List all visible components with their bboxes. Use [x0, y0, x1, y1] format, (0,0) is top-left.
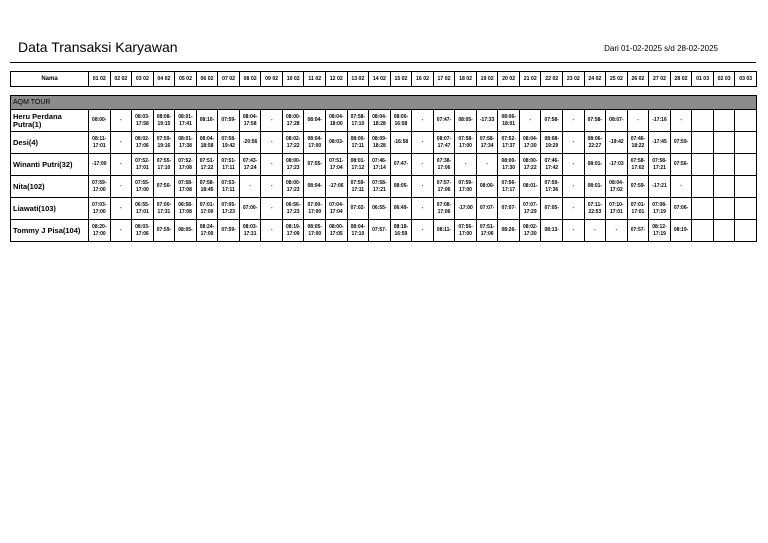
- attendance-cell: 07:58- 17:10: [347, 110, 369, 132]
- employee-name: Tommy J Pisa(104): [11, 220, 89, 242]
- attendance-cell: 08:02- 17:22: [282, 132, 304, 154]
- attendance-cell: 08:01-: [584, 154, 606, 176]
- table-row: [11, 154, 757, 176]
- attendance-cell: 07:04- 17:04: [326, 198, 348, 220]
- attendance-cell: 07:57- 17:06: [433, 176, 455, 198]
- attendance-cell: 08:08- 19:15: [153, 110, 175, 132]
- attendance-cell: 08:04- 18:00: [326, 110, 348, 132]
- attendance-cell: 07:46- 17:42: [541, 154, 563, 176]
- attendance-cell: -: [563, 132, 585, 154]
- attendance-cell: 08:02- 17:06: [132, 132, 154, 154]
- attendance-cell: 07:08- 17:06: [433, 198, 455, 220]
- employee-name: Liawati(103): [11, 198, 89, 220]
- attendance-cell: 08:11- 17:01: [89, 132, 111, 154]
- attendance-cell: -17:03: [606, 154, 628, 176]
- header-divider: [10, 62, 756, 63]
- attendance-cell: -16:58: [390, 132, 412, 154]
- attendance-cell: 08:06- 22:27: [584, 132, 606, 154]
- attendance-cell: 08:04- 17:58: [239, 110, 261, 132]
- attendance-cell: [735, 110, 757, 132]
- attendance-cell: -: [519, 110, 541, 132]
- attendance-cell: 08:03- 17:31: [239, 220, 261, 242]
- attendance-cell: 07:07-: [498, 198, 520, 220]
- column-header-date: 14 02: [369, 72, 391, 87]
- attendance-cell: 08:05-: [455, 110, 477, 132]
- attendance-cell: -: [261, 176, 283, 198]
- attendance-cell: 07:53- 17:11: [218, 176, 240, 198]
- attendance-cell: -: [110, 198, 132, 220]
- attendance-cell: 07:52- 17:08: [175, 154, 197, 176]
- attendance-cell: 08:10-: [196, 110, 218, 132]
- attendance-cell: 07:51- 17:04: [326, 154, 348, 176]
- attendance-cell: 07:08- 17:19: [649, 198, 671, 220]
- attendance-cell: 08:04- 17:30: [519, 132, 541, 154]
- attendance-cell: [692, 154, 714, 176]
- column-header-date: 02 02: [110, 72, 132, 87]
- attendance-cell: 08:03- 17:58: [132, 110, 154, 132]
- attendance-cell: 08:19-: [670, 220, 692, 242]
- attendance-cell: -20:56: [239, 132, 261, 154]
- attendance-cell: -17:00: [89, 154, 111, 176]
- attendance-cell: 08:04-: [304, 176, 326, 198]
- attendance-cell: -: [110, 220, 132, 242]
- attendance-cell: 07:05- 17:23: [218, 198, 240, 220]
- employee-name: Nita(102): [11, 176, 89, 198]
- attendance-cell: -17:21: [649, 176, 671, 198]
- attendance-cell: 07:58-: [584, 110, 606, 132]
- attendance-cell: 08:05-: [175, 220, 197, 242]
- attendance-cell: 07:07-: [476, 198, 498, 220]
- attendance-cell: -: [476, 154, 498, 176]
- attendance-cell: 06:56- 17:23: [282, 198, 304, 220]
- attendance-cell: 07:59- 17:36: [541, 176, 563, 198]
- attendance-cell: 08:07-: [606, 110, 628, 132]
- column-header-date: 01 03: [692, 72, 714, 87]
- column-header-date: 10 02: [282, 72, 304, 87]
- table-row: [11, 110, 757, 132]
- attendance-cell: 07:51- 17:11: [218, 154, 240, 176]
- attendance-cell: 08:04- 17:00: [304, 132, 326, 154]
- attendance-cell: -: [110, 154, 132, 176]
- attendance-cell: 08:00- 17:11: [347, 132, 369, 154]
- column-header-date: 04 02: [153, 72, 175, 87]
- column-header-date: 13 02: [347, 72, 369, 87]
- column-header-date: 03 03: [735, 72, 757, 87]
- attendance-cell: -: [563, 220, 585, 242]
- attendance-cell: 08:18- 16:59: [390, 220, 412, 242]
- group-label: AQM TOUR: [11, 96, 757, 110]
- attendance-cell: 08:00- 17:05: [326, 220, 348, 242]
- attendance-cell: 08:11-: [433, 220, 455, 242]
- attendance-cell: -: [412, 154, 434, 176]
- attendance-cell: 06:58- 17:08: [175, 198, 197, 220]
- attendance-cell: [692, 198, 714, 220]
- attendance-cell: 07:00- 17:31: [153, 198, 175, 220]
- attendance-cell: [692, 220, 714, 242]
- column-header-date: 01 02: [89, 72, 111, 87]
- attendance-cell: [735, 176, 757, 198]
- attendance-cell: -: [563, 154, 585, 176]
- attendance-cell: 08:00- 17:22: [519, 154, 541, 176]
- attendance-cell: -19:42: [606, 132, 628, 154]
- attendance-cell: -: [412, 198, 434, 220]
- attendance-cell: 08:06- 18:01: [498, 110, 520, 132]
- attendance-cell: 07:56-: [670, 154, 692, 176]
- group-row: [11, 96, 757, 110]
- attendance-cell: 07:01- 17:01: [627, 198, 649, 220]
- attendance-cell: 07:58- 18:45: [196, 176, 218, 198]
- report-title: Data Transaksi Karyawan: [18, 39, 178, 55]
- attendance-cell: 07:59- 17:00: [455, 176, 477, 198]
- attendance-cell: 07:52- 17:01: [132, 154, 154, 176]
- attendance-cell: -: [110, 132, 132, 154]
- attendance-cell: [735, 132, 757, 154]
- attendance-cell: 07:58- 17:00: [455, 132, 477, 154]
- table-spacer: [11, 87, 757, 96]
- attendance-cell: 07:50-: [153, 176, 175, 198]
- column-header-date: 19 02: [476, 72, 498, 87]
- attendance-cell: 07:55- 17:00: [132, 176, 154, 198]
- attendance-cell: 08:00-: [476, 176, 498, 198]
- attendance-cell: 07:59- 17:00: [89, 176, 111, 198]
- attendance-cell: -17:06: [326, 176, 348, 198]
- attendance-cell: 08:26-: [498, 220, 520, 242]
- column-header-date: 03 02: [132, 72, 154, 87]
- attendance-cell: -: [563, 198, 585, 220]
- attendance-cell: 08:00- 17:23: [282, 154, 304, 176]
- attendance-cell: [713, 110, 735, 132]
- attendance-cell: 07:56- 17:17: [498, 176, 520, 198]
- attendance-table: [10, 71, 757, 242]
- attendance-cell: 08:01- 17:41: [175, 110, 197, 132]
- attendance-cell: -17:16: [649, 110, 671, 132]
- table-row: [11, 132, 757, 154]
- column-header-name: Nama: [11, 72, 89, 87]
- attendance-cell: 07:58-: [541, 110, 563, 132]
- attendance-cell: 07:06-: [670, 198, 692, 220]
- attendance-cell: -17:45: [649, 132, 671, 154]
- attendance-cell: 08:00- 17:28: [282, 110, 304, 132]
- attendance-cell: 06:55-: [369, 198, 391, 220]
- attendance-cell: 07:59- 17:11: [347, 176, 369, 198]
- attendance-cell: 08:04-: [304, 110, 326, 132]
- attendance-cell: 08:01- 17:38: [175, 132, 197, 154]
- attendance-cell: 07:56- 17:00: [455, 220, 477, 242]
- attendance-cell: 08:20- 17:00: [89, 220, 111, 242]
- report-date-range: Dari 01-02-2025 s/d 28-02-2025: [604, 44, 718, 53]
- attendance-cell: 08:02- 17:30: [519, 220, 541, 242]
- table-row: [11, 198, 757, 220]
- attendance-cell: 07:11- 22:53: [584, 198, 606, 220]
- attendance-cell: -: [261, 220, 283, 242]
- attendance-cell: 07:38- 17:06: [433, 154, 455, 176]
- column-header-date: 21 02: [519, 72, 541, 87]
- employee-name: Winanti Putri(32): [11, 154, 89, 176]
- attendance-cell: -: [261, 154, 283, 176]
- attendance-cell: 08:03- 17:06: [132, 220, 154, 242]
- attendance-cell: [735, 154, 757, 176]
- column-header-date: 07 02: [218, 72, 240, 87]
- employee-name: Desi(4): [11, 132, 89, 154]
- attendance-cell: 08:08- 19:29: [541, 132, 563, 154]
- column-header-date: 08 02: [239, 72, 261, 87]
- attendance-cell: 07:59-: [670, 132, 692, 154]
- table-row: [11, 176, 757, 198]
- column-header-date: 23 02: [563, 72, 585, 87]
- attendance-cell: 07:58- 17:21: [369, 176, 391, 198]
- attendance-cell: -: [584, 220, 606, 242]
- attendance-cell: 08:13-: [541, 220, 563, 242]
- attendance-cell: 07:59-: [218, 110, 240, 132]
- column-header-date: 05 02: [175, 72, 197, 87]
- attendance-cell: -: [670, 176, 692, 198]
- column-header-date: 27 02: [649, 72, 671, 87]
- attendance-cell: 07:10- 17:01: [606, 198, 628, 220]
- attendance-cell: [713, 220, 735, 242]
- attendance-cell: 07:58- 17:08: [175, 176, 197, 198]
- attendance-cell: [713, 132, 735, 154]
- column-header-date: 22 02: [541, 72, 563, 87]
- attendance-cell: [713, 176, 735, 198]
- attendance-cell: 08:07- 17:47: [433, 132, 455, 154]
- attendance-cell: 08:05- 17:00: [304, 220, 326, 242]
- attendance-cell: -: [412, 110, 434, 132]
- attendance-cell: -: [412, 176, 434, 198]
- attendance-cell: 07:55-: [304, 154, 326, 176]
- column-header-date: 12 02: [326, 72, 348, 87]
- attendance-cell: 08:12- 17:19: [649, 220, 671, 242]
- attendance-cell: 08:01- 17:12: [347, 154, 369, 176]
- column-header-date: 11 02: [304, 72, 326, 87]
- attendance-cell: 08:04- 17:02: [606, 176, 628, 198]
- attendance-cell: 07:58- 19:42: [218, 132, 240, 154]
- attendance-cell: 07:02-: [347, 198, 369, 220]
- attendance-cell: 08:04- 17:10: [347, 220, 369, 242]
- attendance-cell: 08:00- 17:23: [282, 176, 304, 198]
- attendance-cell: 08:24- 17:00: [196, 220, 218, 242]
- attendance-cell: 07:00-: [239, 198, 261, 220]
- attendance-cell: 07:51- 17:06: [476, 220, 498, 242]
- attendance-cell: 07:58- 17:34: [476, 132, 498, 154]
- column-header-date: 20 02: [498, 72, 520, 87]
- attendance-cell: 07:58- 17:21: [649, 154, 671, 176]
- attendance-cell: 07:59- 19:16: [153, 132, 175, 154]
- attendance-cell: 07:01- 17:00: [196, 198, 218, 220]
- attendance-cell: 08:09- 18:28: [369, 132, 391, 154]
- attendance-cell: -: [563, 110, 585, 132]
- column-header-date: 26 02: [627, 72, 649, 87]
- attendance-cell: -: [261, 132, 283, 154]
- attendance-cell: [735, 220, 757, 242]
- table-header-row: [11, 72, 757, 87]
- attendance-cell: -: [670, 110, 692, 132]
- attendance-cell: 08:00- 17:30: [498, 154, 520, 176]
- attendance-cell: 08:19- 17:09: [282, 220, 304, 242]
- attendance-cell: 08:01-: [584, 176, 606, 198]
- attendance-cell: [692, 110, 714, 132]
- attendance-cell: 07:57-: [369, 220, 391, 242]
- attendance-cell: 07:51- 17:22: [196, 154, 218, 176]
- attendance-cell: -: [627, 110, 649, 132]
- attendance-cell: 07:05-: [541, 198, 563, 220]
- attendance-cell: [713, 198, 735, 220]
- attendance-cell: 07:52- 17:37: [498, 132, 520, 154]
- attendance-cell: 07:46- 17:14: [369, 154, 391, 176]
- attendance-cell: 08:04- 18:58: [196, 132, 218, 154]
- attendance-cell: [692, 176, 714, 198]
- attendance-cell: 07:57-: [627, 220, 649, 242]
- attendance-cell: 08:00- 16:58: [390, 110, 412, 132]
- attendance-cell: -: [261, 110, 283, 132]
- attendance-cell: 07:47-: [433, 110, 455, 132]
- attendance-cell: 08:00-: [89, 110, 111, 132]
- column-header-date: 06 02: [196, 72, 218, 87]
- attendance-cell: -17:33: [476, 110, 498, 132]
- attendance-cell: -: [412, 132, 434, 154]
- employee-name: Heru Perdana Putra(1): [11, 110, 89, 132]
- attendance-cell: -: [239, 176, 261, 198]
- column-header-date: 25 02: [606, 72, 628, 87]
- attendance-cell: -: [261, 198, 283, 220]
- column-header-date: 09 02: [261, 72, 283, 87]
- attendance-cell: 06:55- 17:01: [132, 198, 154, 220]
- attendance-cell: -: [110, 176, 132, 198]
- attendance-cell: -: [563, 176, 585, 198]
- attendance-cell: 07:07- 17:29: [519, 198, 541, 220]
- column-header-date: 28 02: [670, 72, 692, 87]
- attendance-cell: -: [455, 154, 477, 176]
- column-header-date: 15 02: [390, 72, 412, 87]
- attendance-cell: 07:00- 17:00: [304, 198, 326, 220]
- column-header-date: 24 02: [584, 72, 606, 87]
- attendance-cell: 08:04- 18:28: [369, 110, 391, 132]
- attendance-cell: 07:59-: [153, 220, 175, 242]
- attendance-cell: 08:03-: [326, 132, 348, 154]
- column-header-date: 17 02: [433, 72, 455, 87]
- attendance-cell: -17:00: [455, 198, 477, 220]
- attendance-cell: [735, 198, 757, 220]
- attendance-cell: 08:05-: [390, 176, 412, 198]
- attendance-cell: -: [606, 220, 628, 242]
- column-header-date: 02 03: [713, 72, 735, 87]
- attendance-cell: -: [110, 110, 132, 132]
- attendance-cell: 07:55- 17:10: [153, 154, 175, 176]
- table-row: [11, 220, 757, 242]
- attendance-cell: 07:58- 17:02: [627, 154, 649, 176]
- attendance-cell: 07:59-: [218, 220, 240, 242]
- attendance-cell: -: [412, 220, 434, 242]
- column-header-date: 16 02: [412, 72, 434, 87]
- attendance-cell: [713, 154, 735, 176]
- attendance-cell: 07:03- 17:00: [89, 198, 111, 220]
- column-header-date: 18 02: [455, 72, 477, 87]
- attendance-cell: 07:47-: [390, 154, 412, 176]
- attendance-cell: 07:46- 18:22: [627, 132, 649, 154]
- attendance-cell: 07:59-: [627, 176, 649, 198]
- attendance-cell: 07:43- 17:24: [239, 154, 261, 176]
- attendance-cell: 08:01-: [519, 176, 541, 198]
- attendance-cell: [692, 132, 714, 154]
- attendance-cell: 06:49-: [390, 198, 412, 220]
